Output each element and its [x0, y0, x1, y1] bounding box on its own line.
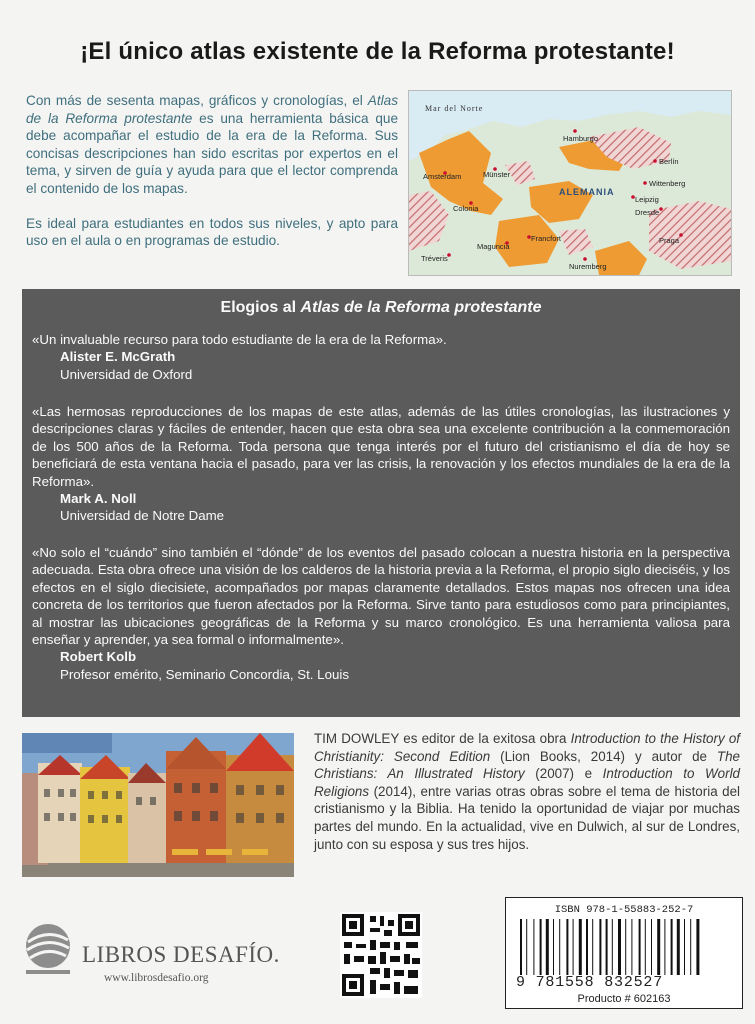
map-city: Amsterdam: [423, 172, 462, 181]
map-city: Dresde: [635, 208, 660, 217]
quote-author: Robert Kolb: [60, 649, 137, 665]
map-city: Berlín: [659, 157, 679, 166]
publisher-emblem-icon: [22, 920, 78, 980]
qr-code: [340, 912, 422, 998]
quote-affiliation: Universidad de Oxford: [60, 366, 193, 382]
praise-heading: Elogios al Atlas de la Reforma protestante: [220, 299, 542, 316]
town-square-photo: [22, 733, 294, 877]
map-city: Hamburgo: [563, 134, 599, 143]
quote-affiliation: Profesor emérito, Seminario Concordia, St. Louis: [60, 666, 349, 682]
map-city: Praga: [659, 236, 680, 245]
map-city: Leipzig: [635, 195, 659, 204]
barcode-label: [505, 897, 743, 1009]
author-bio: TIM DOWLEY es editor de la exitosa obra Introduction to the History of Christianity: Second Edition (Lion Books, 2014) y autor de The Christians: An Illustrated History (2007) e Introduction to World Religions (2014), entre varias otras obras sobre el tema de historia del cristianismo y la Biblia. Ha tenido la oportunidad de viajar por muchas partes del mundo. En la actualidad, vive en Dulwich, al sur de Londres, junto con su esposa y sus tres hijos.: [314, 731, 741, 852]
quote-author: Mark A. Noll: [60, 491, 137, 507]
map-city: Maguncia: [477, 242, 510, 251]
map-city: Colonia: [453, 204, 479, 213]
quote-affiliation: Universidad de Notre Dame: [60, 508, 225, 524]
quote-author: Alister E. McGrath: [60, 349, 176, 365]
publisher-url: www.librosdesafio.org: [104, 972, 209, 984]
quote-text: «No solo el “cuándo” sino también el “dónde” de los eventos del pasado colocan a nuestra historia en la perspectiva adecuada. Esta obra ofrece una visión de los calderos de la historia previa a la Reforma, el propio siglo dieciséis, y los efectos en el siglo diecisiete, acompañados por mapas claramente detallados. Estos mapas nos ofrecen una idea concreta de los territorios que fueron afectados por la Reforma. Sirve tanto para estudiosos como para principiantes, al mostrar las ubicaciones geográficas de la Reforma y su marco cronológico. Es una herramienta valiosa para enseñar y aprender, ya sea formal o informalmente».: [32, 545, 730, 648]
intro-text: [26, 92, 398, 267]
intro-paragraph-2: Es ideal para estudiantes en todos sus niveles, y apto para uso en el aula o en programas de estudio.: [26, 215, 398, 249]
map-city: Wittenberg: [649, 179, 686, 188]
map-city: Münster: [483, 170, 511, 179]
quote-2: [32, 403, 730, 525]
barcode-bars: [520, 919, 730, 975]
quote-text: «Un invaluable recurso para todo estudiante de la era de la Reforma».: [32, 332, 447, 347]
quote-1: [32, 331, 730, 383]
reformation-map: [408, 90, 732, 276]
publisher-name: LIBROS DESAFÍO.: [82, 942, 280, 967]
publisher-logo: [22, 920, 292, 990]
map-label-country: ALEMANIA: [559, 187, 615, 197]
isbn-text: ISBN 978-1-55883-252-7: [554, 904, 694, 916]
map-city: Francfort: [531, 234, 562, 243]
headline: ¡El único atlas existente de la Reforma protestante!: [80, 38, 675, 65]
map-city: Nuremberg: [569, 262, 607, 271]
barcode-number: 9 781558 832527: [516, 974, 664, 991]
quote-text: «Las hermosas reproducciones de los mapas de este atlas, además de las útiles cronologías, las ilustraciones y descripciones claras y fáciles de entender, hacen que esta obra sea una excelente contribución a la conmemoración de los 500 años de la Reforma. Toda persona que tenga interés por el futuro del cristianismo el día de hoy se beneficiará de esta ventana hacia el pasado, para ver las crisis, la renovación y los efectos mundiales de la era de la Reforma».: [32, 404, 730, 489]
praise-box: [22, 289, 740, 717]
map-label-sea: Mar del Norte: [425, 104, 484, 113]
quote-3: [32, 544, 730, 683]
intro-paragraph-1: Con más de sesenta mapas, gráficos y cronologías, el Atlas de la Reforma protestante es una herramienta básica que debe acompañar el estudio de la era de la Reforma. Sus concisas descripciones han sido escritas por expertos en el tema, y sirven de guía y ayuda para que el lector comprenda el contenido de los mapas.: [26, 93, 399, 196]
product-number: Producto # 602163: [577, 993, 671, 1005]
map-city: Tréveris: [421, 254, 448, 263]
